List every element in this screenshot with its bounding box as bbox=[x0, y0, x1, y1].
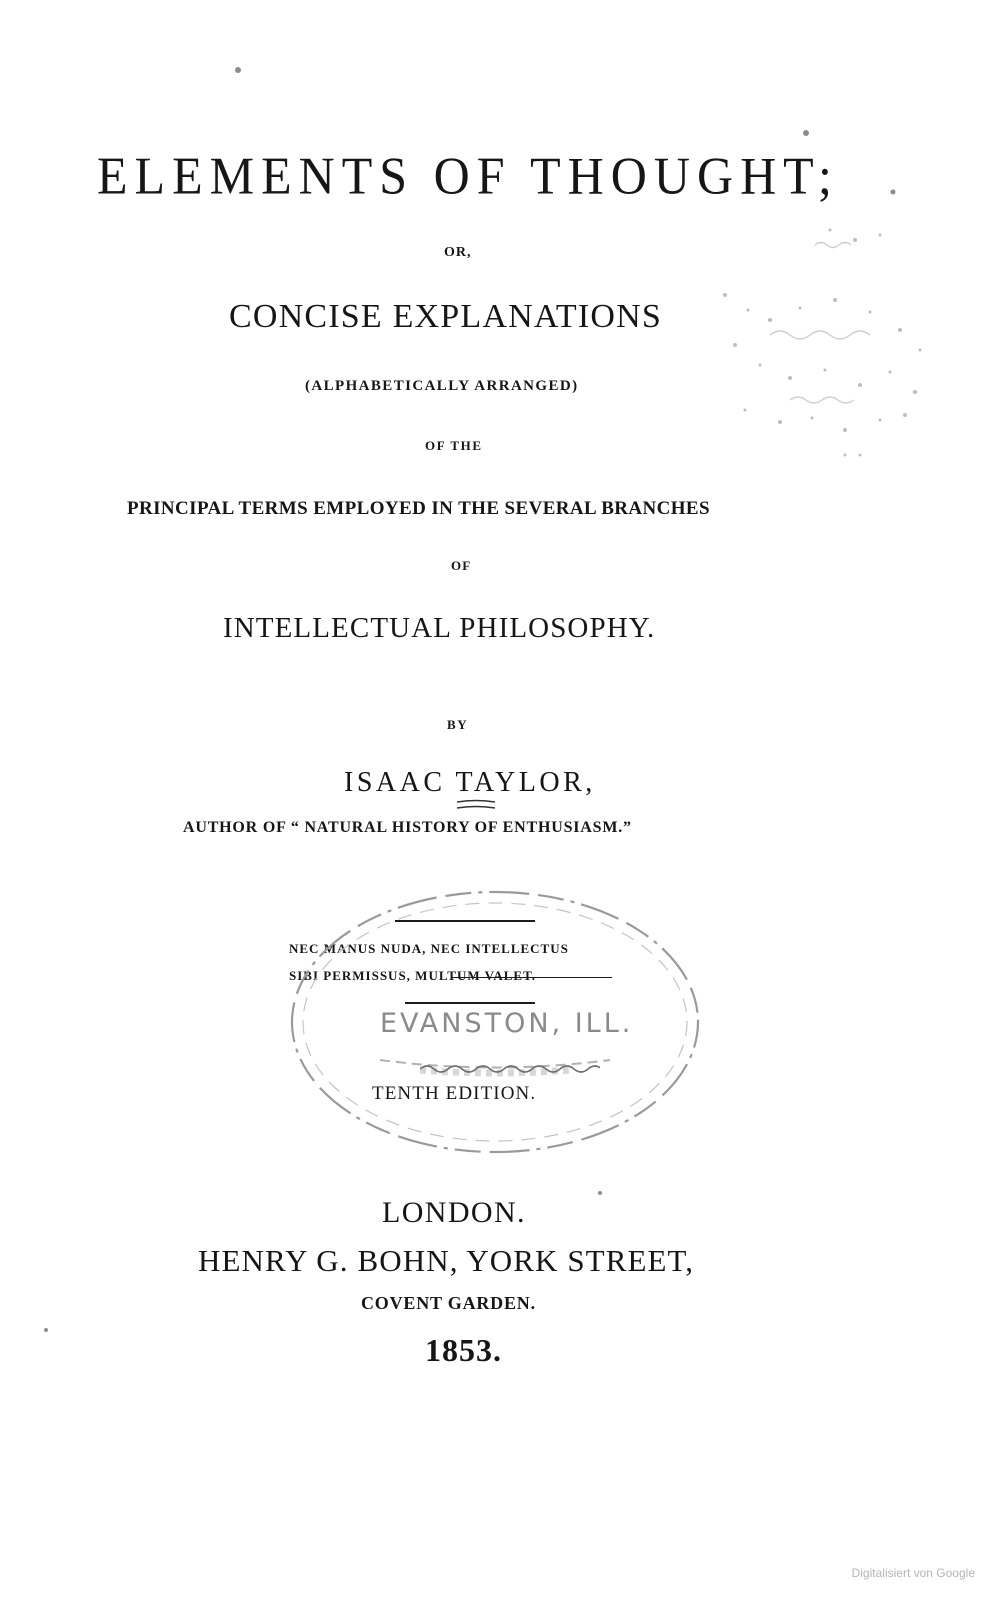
subtitle-principal-terms: PRINCIPAL TERMS EMPLOYED IN THE SEVERAL BRANCHES bbox=[127, 498, 710, 519]
stamp-wavy-line bbox=[420, 1062, 600, 1076]
digitization-watermark: Digitalisiert von Google bbox=[851, 1566, 975, 1580]
imprint-city: LONDON. bbox=[382, 1196, 526, 1229]
book-title: ELEMENTS OF THOUGHT; bbox=[97, 146, 839, 205]
byline-connector: BY bbox=[447, 717, 469, 732]
edition: TENTH EDITION. bbox=[372, 1083, 537, 1104]
subtitle-connector-of: OF bbox=[451, 558, 472, 573]
imprint-district: COVENT GARDEN. bbox=[361, 1293, 536, 1313]
epigraph-rule-top bbox=[395, 920, 535, 922]
imprint-year: 1853. bbox=[425, 1332, 502, 1368]
imprint-publisher: HENRY G. BOHN, YORK STREET, bbox=[198, 1243, 695, 1278]
subtitle-connector-of-the: OF THE bbox=[425, 438, 483, 453]
library-stamp-text: EVANSTON, ILL. bbox=[380, 1008, 634, 1039]
subtitle: CONCISE EXPLANATIONS bbox=[229, 298, 662, 335]
epigraph-strikethrough bbox=[452, 977, 612, 978]
epigraph-line-1: NEC MANUS NUDA, NEC INTELLECTUS bbox=[289, 941, 569, 956]
ink-underline-mark bbox=[455, 798, 497, 812]
author-credit: AUTHOR OF “ NATURAL HISTORY OF ENTHUSIASM.” bbox=[183, 819, 632, 836]
epigraph-rule-bottom bbox=[405, 1002, 535, 1004]
author-name: ISAAC TAYLOR, bbox=[344, 767, 596, 798]
arrangement-note: (ALPHABETICALLY ARRANGED) bbox=[305, 378, 579, 394]
epigraph-line-2: SIBI PERMISSUS, MULTUM VALET. bbox=[289, 968, 537, 983]
subtitle-discipline: INTELLECTUAL PHILOSOPHY. bbox=[223, 612, 656, 644]
title-connector: OR, bbox=[444, 245, 472, 260]
